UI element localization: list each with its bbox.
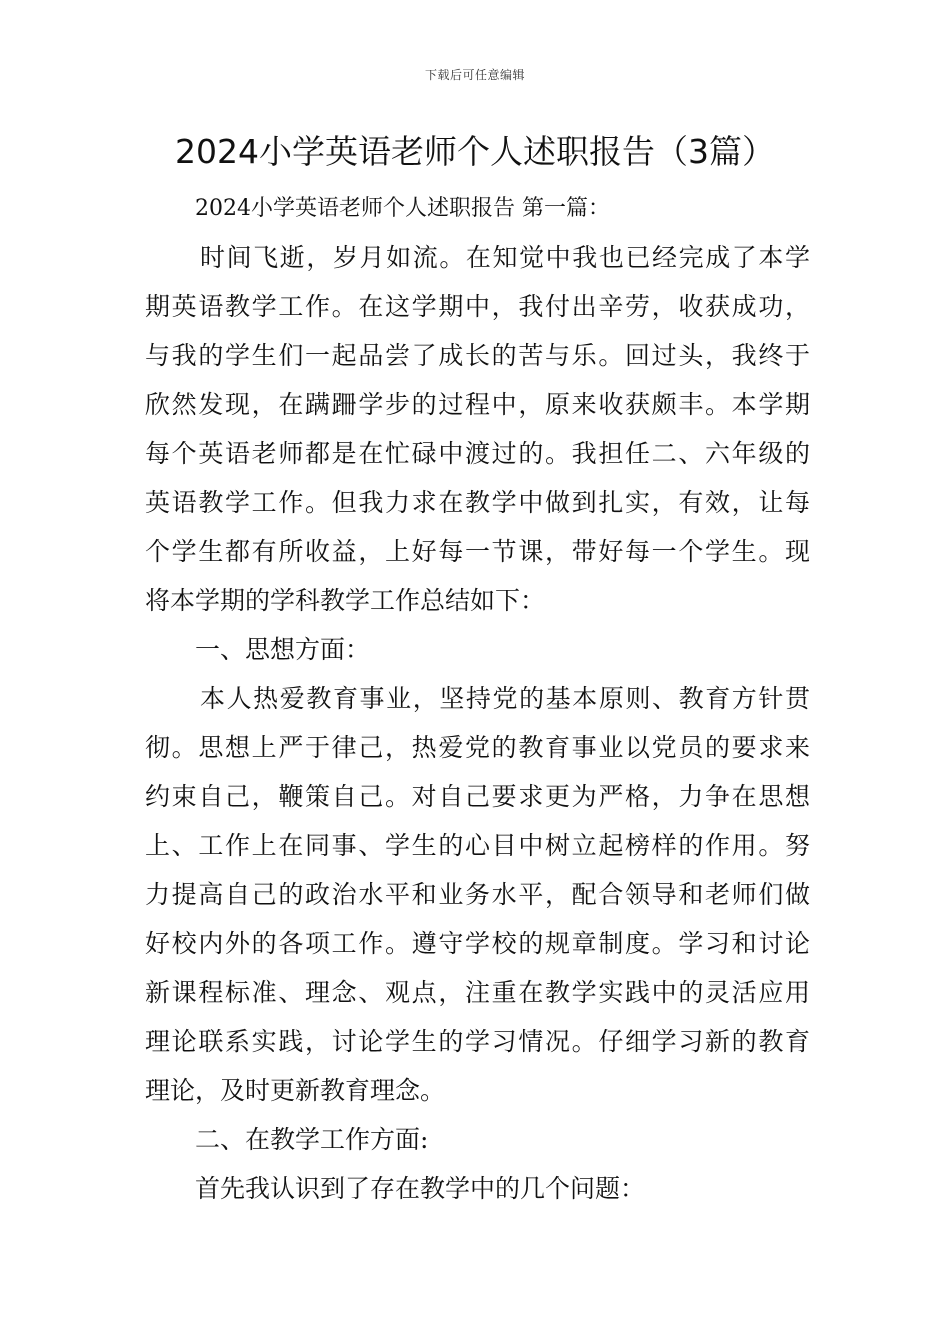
paragraph-line: 英语教学工作。但我力求在教学中做到扎实，有效，让每 <box>145 488 810 517</box>
paragraph-line: 期英语教学工作。在这学期中，我付出辛劳，收获成功， <box>145 292 810 321</box>
paragraph-line: 理论，及时更新教育理念。 <box>145 1076 446 1105</box>
paragraph-line: 力提高自己的政治水平和业务水平，配合领导和老师们做 <box>145 880 810 909</box>
paragraph-line: 理论联系实践，讨论学生的学习情况。仔细学习新的教育 <box>145 1027 810 1056</box>
page-header: 下载后可任意编辑 <box>424 68 525 82</box>
paragraph-line: 与我的学生们一起品尝了成长的苦与乐。回过头，我终于 <box>145 341 810 370</box>
paragraph-ideology <box>145 674 810 1115</box>
paragraph-line: 时间飞逝，岁月如流。在知觉中我也已经完成了本学 <box>200 243 810 272</box>
section-subtitle: 2024小学英语老师个人述职报告 第一篇： <box>195 196 610 221</box>
paragraph-line: 好校内外的各项工作。遵守学校的规章制度。学习和讨论 <box>145 929 810 958</box>
document-title: 2024小学英语老师个人述职报告（3篇） <box>175 132 775 171</box>
section-heading-teaching: 二、在教学工作方面: <box>195 1125 429 1154</box>
paragraph-line: 个学生都有所收益，上好每一节课，带好每一个学生。现 <box>145 537 810 566</box>
paragraph-line: 将本学期的学科教学工作总结如下： <box>145 586 546 615</box>
paragraph-line: 本人热爱教育事业，坚持党的基本原则、教育方针贯 <box>200 684 810 713</box>
paragraph-line: 彻。思想上严于律己，热爱党的教育事业以党员的要求来 <box>145 733 810 762</box>
paragraph-teaching <box>145 1164 810 1213</box>
paragraph-line: 首先我认识到了存在教学中的几个问题： <box>195 1174 646 1203</box>
document-body <box>145 184 810 1213</box>
paragraph-line: 约束自己，鞭策自己。对自己要求更为严格，力争在思想 <box>145 782 810 811</box>
section-heading-ideology: 一、思想方面： <box>195 635 371 664</box>
paragraph-intro <box>145 233 810 625</box>
paragraph-line: 上、工作上在同事、学生的心目中树立起榜样的作用。努 <box>145 831 810 860</box>
paragraph-line: 新课程标准、理念、观点，注重在教学实践中的灵活应用 <box>145 978 810 1007</box>
paragraph-line: 每个英语老师都是在忙碌中渡过的。我担任二、六年级的 <box>145 439 810 468</box>
paragraph-line: 欣然发现，在蹒跚学步的过程中，原来收获颇丰。本学期 <box>145 390 810 419</box>
